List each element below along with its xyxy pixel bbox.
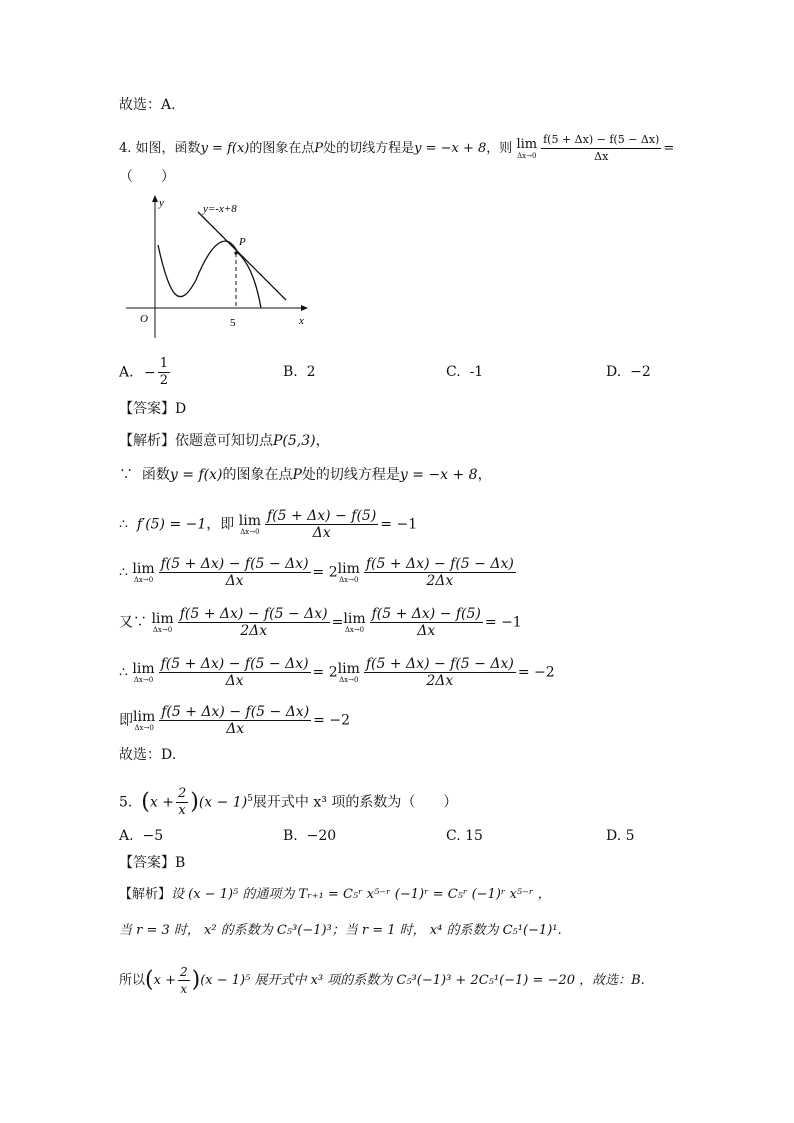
q4-stem-pre: 如图，函数 (135, 141, 201, 156)
q4-point: P (314, 141, 324, 156)
x-arrow-icon (301, 305, 308, 311)
q4-option-b[interactable]: B. 2 (283, 364, 316, 380)
previous-answer-line: 故选：A. (119, 97, 176, 113)
q4-analysis-2: ∵ 函数y = f(x)的图象在点P处的切线方程是y = −x + 8， (119, 467, 492, 483)
q4-analysis-7: 即 lim Δx→0 $\frac{f(5 + \Delta x) - f(5 - \Delta x)}{\Delta x}$ = −2 (119, 704, 350, 737)
y-arrow-icon (152, 195, 158, 202)
q4-limit: lim Δx→0 (516, 136, 538, 160)
q4-analysis-6: ∴ lim Δx→0 $\frac{f(5 + \Delta x) - f(5 - \Delta x)}{\Delta x}$ = 2 lim Δx→0 $\frac{f(5 + \Delta x) - f(5 - \Delta x)}{2\Delta x}$ = −2 (119, 656, 555, 689)
q5-analysis-2: 当 r = 3 时， x² 的系数为 C₅³(−1)³；当 r = 1 时， x⁴ 的系数为 C₅¹(−1)¹. (119, 923, 562, 938)
q4-equals: = (663, 141, 675, 156)
q5-option-b[interactable]: B. −20 (283, 828, 337, 844)
x-axis-label: x (299, 315, 304, 327)
q4-option-a[interactable]: A. − $\frac{1}{2}$ (119, 356, 169, 388)
q4-blank: （ ） (119, 169, 175, 185)
q4-analysis-3: ∴ f′(5) = −1，即 lim Δx→0 $\frac{f(5 + \Delta x) - f(5)}{\Delta x}$ = −1 (119, 508, 418, 541)
q4-stem (119, 132, 674, 165)
q4-analysis-4: ∴ lim Δx→0 $\frac{f(5 + \Delta x) - f(5 - \Delta x)}{\Delta x}$ = 2 lim Δx→0 $\frac{f(5 + \Delta x) - f(5 - \Delta x)}{2\Delta x}$ (119, 556, 514, 589)
y-axis-label: y (159, 197, 164, 209)
tangent-line (198, 212, 286, 300)
q4-option-c[interactable]: C. -1 (446, 364, 484, 380)
function-curve (158, 241, 261, 308)
q4-analysis-1: 【解析】依题意可知切点P(5,3)， (119, 433, 330, 449)
point-label: P (239, 236, 246, 248)
q5-option-c[interactable]: C. 15 (446, 828, 483, 844)
q5-option-d[interactable]: D. 5 (606, 828, 635, 844)
q4-answer: 【答案】D (119, 401, 187, 417)
q4-stem-mid2: 处的切线方程是 (323, 141, 415, 156)
q5-stem-text: 展开式中 x³ 项的系数为（ ） (252, 794, 458, 811)
tick-label: 5 (230, 317, 236, 329)
q4-func: y = f(x) (200, 141, 250, 156)
origin-label: O (140, 313, 148, 325)
q4-fraction: $\frac{f(5 + \Delta x) - f(5 - \Delta x)}{\Delta x}$ (543, 133, 660, 163)
q4-stem-mid: 的图象在点 (249, 141, 315, 156)
q5-stem: 5. (x + $\frac{2}{x}$ )$(x - 1)^5$展开式中 x³ 项的系数为（ ） (119, 786, 458, 818)
q5-option-a[interactable]: A. −5 (119, 828, 164, 844)
q4-end: 故选：D. (119, 747, 177, 763)
q4-number: 4. (119, 141, 132, 156)
q5-answer: 【答案】B (119, 855, 186, 871)
line-label: y=-x+8 (203, 203, 237, 215)
point-p (234, 251, 237, 254)
q4-tangent: y = −x + 8 (414, 141, 487, 156)
q4-option-d[interactable]: D. −2 (606, 364, 651, 380)
q5-analysis-3: 所以(x + $\frac{2}{x}$ )(x − 1)⁵ 展开式中 x³ 项的系数为 C₅³(−1)³ + 2C₅¹(−1) = −20 ，故选：B. (119, 965, 645, 996)
q4-stem-post: ，则 (486, 141, 513, 156)
q5-analysis-1: 【解析】设 (x − 1)⁵ 的通项为 Tᵣ₊₁ = C₅ʳ x⁵⁻ʳ (−1)ʳ = C₅ʳ (−1)ʳ x⁵⁻ʳ ， (119, 887, 551, 902)
q4-figure (118, 190, 318, 340)
q4-analysis-5: 又∵ lim Δx→0 $\frac{f(5 + \Delta x) - f(5 - \Delta x)}{2\Delta x}$ = lim Δx→0 $\frac{f(5 + \Delta x) - f(5)}{\Delta x}$ = −1 (119, 606, 522, 639)
